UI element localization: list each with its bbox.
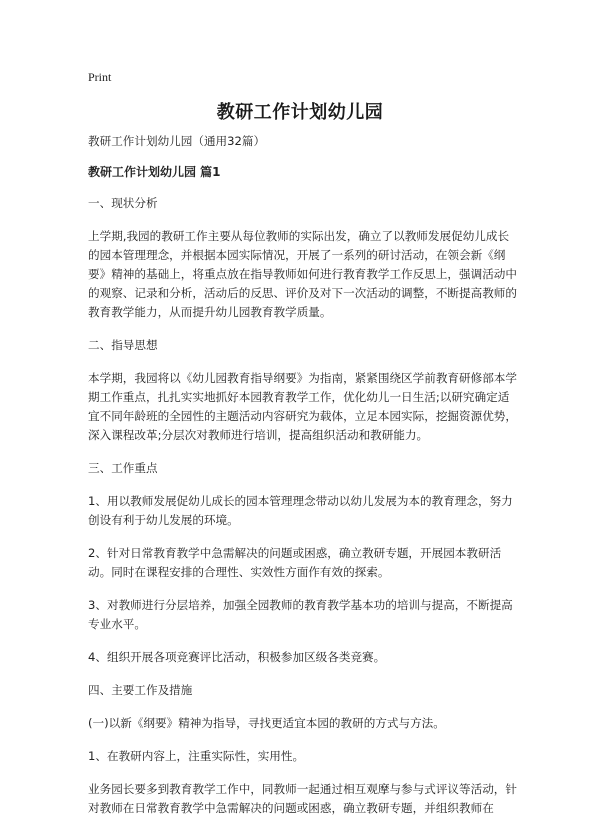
heading-work-focus: 三、工作重点 [88, 461, 158, 475]
document-subtitle: 教研工作计划幼儿园（通用32篇） [88, 134, 266, 148]
heading-main-work: 四、主要工作及措施 [88, 683, 193, 697]
subheading-method: (一)以新《纲要》精神为指导，寻找更适宜本园的教研的方式与方法。 [88, 716, 445, 730]
heading-guiding-ideology: 二、指导思想 [88, 338, 158, 352]
print-link[interactable]: Print [88, 70, 112, 84]
section-heading: 教研工作计划幼儿园 篇1 [88, 165, 221, 179]
paragraph-director-role: 业务园长要多到教育教学工作中，同教师一起通过相互观摩与参与式评议等活动，针对教师在日常教育教学中急需解决的问题或困惑，确立教研专题，并组织教师在 [88, 782, 517, 815]
list-item-content: 1、在教研内容上，注重实际性，实用性。 [88, 749, 305, 763]
list-item-focus-2: 2、针对日常教育教学中急需解决的问题或困惑，确立教研专题，开展园本教研活动。同时在课程安排的合理性、实效性方面作有效的探索。 [88, 546, 502, 579]
page-title: 教研工作计划幼儿园 [216, 102, 384, 123]
paragraph-guiding-ideology: 本学期，我园将以《幼儿园教育指导纲要》为指南，紧紧围绕区学前教育研修部本学期工作重点，扎扎实实地抓好本园教育教学工作，优化幼儿一日生活;以研究确定适宜不同年龄班的全园性的主题活动内容研究为载体，立足本园实际，挖掘资源优势，深入课程改革;分层次对教师进行培训，提高组织活动和教研能力。 [88, 371, 517, 442]
paragraph-current-analysis: 上学期,我园的教研工作主要从每位教师的实际出发，确立了以教师发展促幼儿成长的园本管理理念，并根据本园实际情况，开展了一系列的研讨活动，在领会新《纲要》精神的基础上，将重点放在指导教师如何进行教育教学工作反思上，强调活动中的观察、记录和分析，活动后的反思、评价及对下一次活动的调整，不断提高教师的教育教学能力，从而提升幼儿园教育教学质量。 [88, 229, 517, 319]
heading-current-analysis: 一、现状分析 [88, 196, 158, 210]
list-item-focus-4: 4、组织开展各项竞赛评比活动，积极参加区级各类竞赛。 [88, 650, 386, 664]
document-body [88, 132, 518, 818]
list-item-focus-3: 3、对教师进行分层培养，加强全园教师的教育教学基本功的培训与提高，不断提高专业水平。 [88, 598, 513, 631]
list-item-focus-1: 1、用以教师发展促幼儿成长的园本管理理念带动以幼儿发展为本的教育理念，努力创设有利于幼儿发展的环境。 [88, 494, 513, 527]
